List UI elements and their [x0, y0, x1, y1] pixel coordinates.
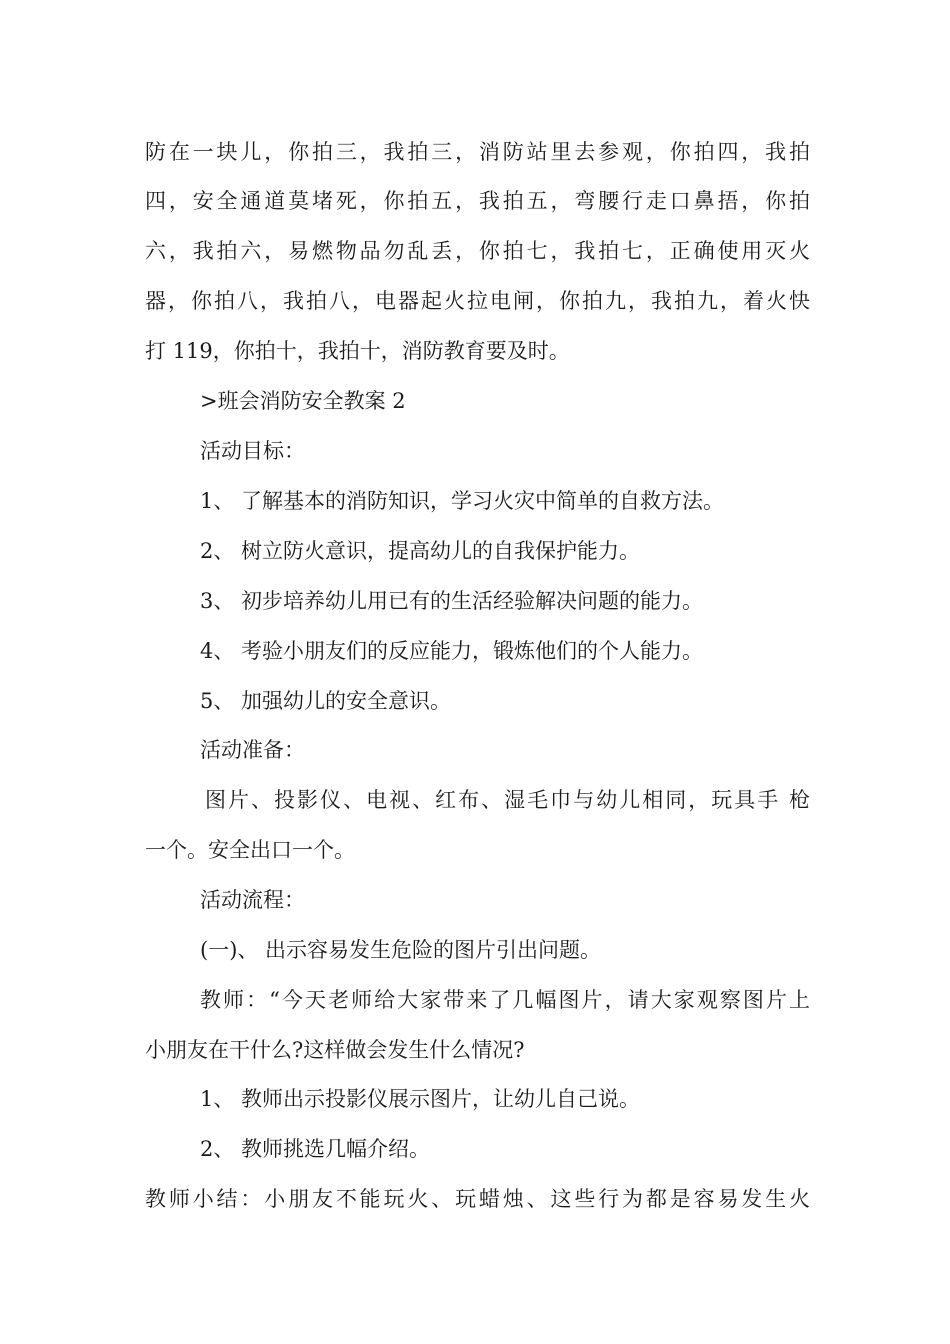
body-text-line: 四，安全通道莫堵死，你拍五，我拍五，弯腰行走口鼻捂，你拍: [145, 189, 810, 213]
list-item: 1、 了解基本的消防知识，学习火灾中简单的自救方法。: [200, 489, 725, 513]
body-text-line: 器，你拍八，我拍八，电器起火拉电闸，你拍九，我拍九，着火快: [145, 289, 810, 313]
body-text-line: 图片、投影仪、电视、红布、湿毛巾与幼儿相同，玩具手 枪: [205, 788, 810, 812]
list-item: 3、 初步培养幼儿用已有的生活经验解决问题的能力。: [200, 589, 704, 613]
list-item: 5、 加强幼儿的安全意识。: [200, 689, 452, 713]
body-text-line: 教师：“今天老师给大家带来了几幅图片，请大家观察图片上: [200, 988, 810, 1012]
subheading-activity-goals: 活动目标：: [200, 439, 305, 463]
body-text-line: 一个。安全出口一个。: [145, 838, 355, 862]
subheading-activity-preparation: 活动准备：: [200, 738, 305, 762]
body-text-line: 六，我拍六，易燃物品勿乱丢，你拍七，我拍七，正确使用灭火: [145, 239, 810, 263]
body-text-line: 防在一块儿，你拍三，我拍三，消防站里去参观，你拍四，我拍: [145, 140, 810, 164]
list-item: 2、 教师挑选几幅介绍。: [200, 1137, 431, 1161]
body-text-line: 打 119，你拍十，我拍十，消防教育要及时。: [145, 339, 570, 363]
section-heading: >班会消防安全教案 2: [200, 389, 406, 413]
body-text-line: 小朋友在干什么?这样做会发生什么情况?: [145, 1038, 525, 1062]
list-item: 1、 教师出示投影仪展示图片，让幼儿自己说。: [200, 1087, 641, 1111]
body-text-line: 教师小结：小朋友不能玩火、玩蜡烛、这些行为都是容易发生火: [145, 1187, 810, 1211]
subheading-activity-process: 活动流程：: [200, 888, 305, 912]
list-item: 2、 树立防火意识，提高幼儿的自我保护能力。: [200, 539, 641, 563]
list-item: 4、 考验小朋友们的反应能力，锻炼他们的个人能力。: [200, 639, 704, 663]
list-item: (一)、 出示容易发生危险的图片引出问题。: [200, 938, 602, 962]
